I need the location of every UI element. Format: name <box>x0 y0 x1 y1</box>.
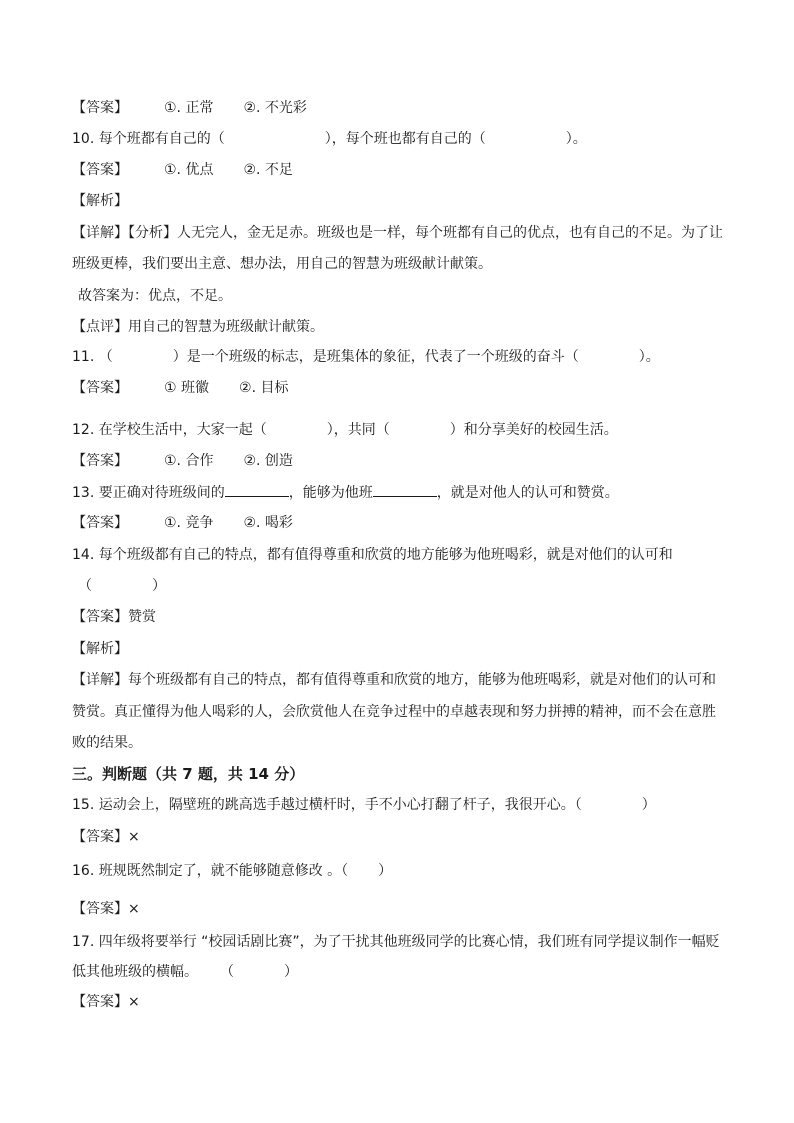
explanation-line: 班级更棒，我们要出主意、想办法，用自己的智慧为班级献计献策。 <box>72 256 492 272</box>
analysis-tag <box>72 191 128 211</box>
question-text: ，就是对他人的认可和赞赏。 <box>436 485 619 501</box>
question-text: ）和分享美好的校园生活。 <box>449 422 618 438</box>
answer-tag: 【答案】 <box>72 380 128 396</box>
explanation-line: 故答案为：优点，不足。 <box>78 288 232 304</box>
question-text: ）。 <box>638 349 660 365</box>
analysis-label: 【解析】 <box>72 193 128 209</box>
answer-item-2: ②. 不光彩 <box>243 100 307 116</box>
question-text: ），共同（ <box>326 422 390 438</box>
question-15 <box>72 795 656 815</box>
answer-item-2: ②. 不足 <box>243 162 293 178</box>
question-text: ） <box>378 863 393 879</box>
explanation-line: 【详解】每个班级都有自己的特点，都有值得尊重和欣赏的地方，能够为他班喝彩，就是对他们的认可和 <box>72 672 716 688</box>
answer-tag: 【答案】 <box>72 100 128 116</box>
answer-line-14: 【答案】赞赏 <box>72 609 156 625</box>
question-13 <box>72 482 619 503</box>
answer-underline <box>225 482 289 497</box>
answer-line-9 <box>72 98 307 118</box>
answer-item-1: ①. 优点 <box>164 162 214 178</box>
question-17-cont <box>72 962 298 982</box>
answer-item-1: ①. 正常 <box>164 100 214 116</box>
question-14-blank <box>78 576 166 596</box>
answer-item-1: ①. 竞争 <box>164 515 214 531</box>
answer-tag: 【答案】 <box>72 515 128 531</box>
answer-line-12 <box>72 451 293 471</box>
answer-line-15: 【答案】× <box>72 829 140 845</box>
question-text: 12. 在学校生活中，大家一起（ <box>72 422 267 438</box>
answer-item-2: ②. 创造 <box>243 453 293 469</box>
question-text: 16. 班规既然制定了，就不能够随意修改 。（ <box>72 863 349 879</box>
question-text: ） <box>641 797 656 813</box>
answer-line-17: 【答案】× <box>72 994 140 1010</box>
answer-tag: 【答案】 <box>72 453 128 469</box>
answer-line-13 <box>72 513 293 533</box>
explanation-line: 赞赏。真正懂得为他人喝彩的人，会欣赏他人在竞争过程中的卓越表现和努力拼搏的精神，而不会在意胜 <box>72 704 716 720</box>
answer-line-10 <box>72 160 293 180</box>
question-text: ）是一个班级的标志，是班集体的象征，代表了一个班级的奋斗（ <box>172 349 579 365</box>
question-14: 14. 每个班级都有自己的特点，都有值得尊重和欣赏的地方能够为他班喝彩，就是对他们的认可和 <box>72 547 673 563</box>
answer-item-2: ②. 喝彩 <box>243 515 293 531</box>
question-11 <box>72 347 660 367</box>
comment-line: 【点评】用自己的智慧为班级献计献策。 <box>72 319 324 335</box>
question-text: ） <box>284 964 298 980</box>
question-10 <box>72 129 587 149</box>
answer-item-2: ②. 目标 <box>239 380 289 396</box>
explanation-line: 败的结果。 <box>72 735 142 751</box>
paren-close: ） <box>152 578 166 594</box>
answer-item-1: ① 班徽 <box>164 380 210 396</box>
question-text: 低其他班级的横幅。 <box>72 964 198 980</box>
question-16 <box>72 861 392 881</box>
answer-item-1: ①. 合作 <box>164 453 214 469</box>
analysis-tag: 【解析】 <box>72 641 128 657</box>
question-text: （ <box>220 964 234 980</box>
answer-underline <box>373 482 437 497</box>
answer-tag: 【答案】 <box>72 162 128 178</box>
question-text: 15. 运动会上，隔壁班的跳高选手越过横杆时，手不小心打翻了杆子，我很开心。（ <box>72 797 582 813</box>
answer-line-16: 【答案】× <box>72 901 140 917</box>
question-17: 17. 四年级将要举行 “校园话剧比赛”，为了干扰其他班级同学的比赛心情，我们班有同学提议制作一幅贬 <box>72 934 720 950</box>
explanation-line: 【详解】【分析】人无完人，金无足赤。班级也是一样，每个班都有自己的优点，也有自己的不足。为了让 <box>72 225 723 241</box>
question-12 <box>72 420 618 440</box>
section-heading: 三。判断题（共 7 题，共 14 分） <box>72 765 305 783</box>
question-text: 13. 要正确对待班级间的 <box>72 485 225 501</box>
question-text: ）。 <box>565 131 587 147</box>
question-text: 11. （ <box>72 349 113 365</box>
answer-line-11 <box>72 378 288 398</box>
question-text: ，能够为他班 <box>288 485 373 501</box>
paren-open: （ <box>78 578 92 594</box>
question-text: 10. 每个班都有自己的（ <box>72 131 225 147</box>
question-text: ），每个班也都有自己的（ <box>324 131 486 147</box>
